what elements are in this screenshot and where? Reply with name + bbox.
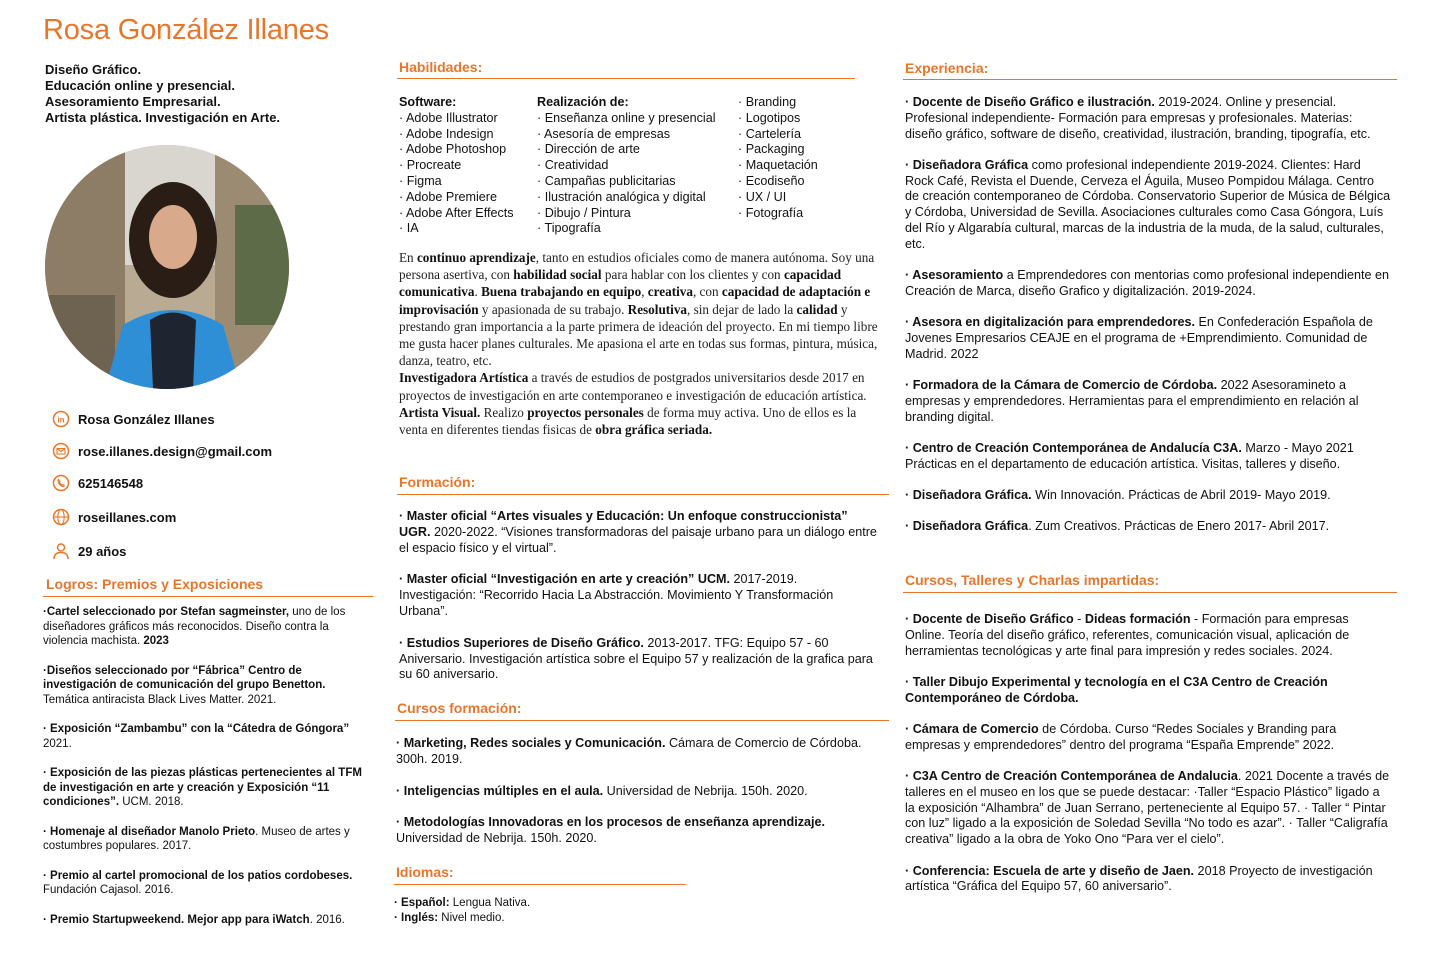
experiencia-item: · Diseñadora Gráfica como profesional independiente 2019-2024. Clientes: Hard Rock Café, Revista el Duende, Cerveza el Águila, Museo Pompidou Málaga. Centro de creación contemporaneo de Córdoba. Conservatorio Superior de Música de Bélgica y Córdoba, Universidad de Sevilla. Asociaciones culturales como Casa Góngora, Luís del Río y Algarabía cultural, marcas de la industria de la muda, de la salud, culturales, etc. xyxy=(905,157,1391,251)
experiencia-item: · Docente de Diseño Gráfico e ilustración. 2019-2024. Online y presencial. Profesional independiente- Formación para empresas y profesionales. Materias: diseño gráfico, software de diseño, creatividad, ilustración, branding, tipografía, etc. xyxy=(905,95,1371,141)
body-text: de forma muy activa. Uno de ellos es la venta en diferentes tiendas fisicas de xyxy=(399,404,857,438)
body-text: Realizo xyxy=(480,404,528,420)
skill-item: · Adobe Premiere xyxy=(399,189,498,204)
experiencia-item: · Diseñadora Gráfica. Win Innovación. Prácticas de Abril 2019- Mayo 2019. xyxy=(905,488,1331,503)
experiencia-item: · Asesoramiento a Emprendedores con mentorias como profesional independiente en Creación de Marca, diseño Grafico y digitalización. 2019-2024. xyxy=(905,268,1389,298)
formacion-item: · Master oficial “Artes visuales y Educación: Un enfoque construccionista” UGR. 2020-2022. “Visiones transformadoras del paisaje urbano para un diálogo entre el espacio físico y el virtual”. xyxy=(399,509,877,555)
skill-item: · Adobe Illustrator xyxy=(399,110,498,125)
skill-item: · UX / UI xyxy=(738,189,787,204)
contact-text: Rosa González Illanes xyxy=(78,411,215,427)
skill-item: · Adobe Photoshop xyxy=(399,142,507,157)
experiencia-item: · Formadora de la Cámara de Comercio de Córdoba. 2022 Asesoramineto a empresas y emprendedores. Herramientas para el emprendimiento en relación al branding digital. xyxy=(905,378,1359,424)
cursos-formacion-list xyxy=(396,736,874,847)
person-icon xyxy=(52,542,70,560)
mail-icon xyxy=(52,442,70,460)
logro-item: · Premio al cartel promocional de los patios cordobeses. Fundación Cajasol. 2016. xyxy=(43,869,353,896)
skills-heading: Software: xyxy=(399,95,457,109)
globe-icon xyxy=(52,508,70,526)
logro-item: · Exposición “Zambambu” con la “Cátedra de Góngora” 2021. xyxy=(43,723,350,750)
emphasis-text: habilidad social xyxy=(513,267,602,283)
contact-website[interactable] xyxy=(52,508,176,526)
emphasis-text: Investigadora Artística xyxy=(399,370,529,386)
body-text: , sin dejar de lado la xyxy=(687,301,797,317)
logro-item: · Homenaje al diseñador Manolo Prieto. Museo de artes y costumbres populares. 2017. xyxy=(43,825,350,852)
curso-item: · Inteligencias múltiples en el aula. Universidad de Nebrija. 150h. 2020. xyxy=(396,783,808,798)
skill-item: · Dibujo / Pintura xyxy=(537,205,631,220)
skill-item: · Figma xyxy=(399,173,442,188)
skill-item: · Fotografía xyxy=(738,205,804,220)
tagline: Asesoramiento Empresarial. xyxy=(45,94,221,109)
logros-list xyxy=(43,605,373,927)
experiencia-list xyxy=(905,95,1391,535)
experiencia-item: · Centro de Creación Contemporánea de Andalucía C3A. Marzo - Mayo 2021 Prácticas en el departamento de educación artística. Visitas, talleres y diseño. xyxy=(905,441,1354,471)
section-divider xyxy=(903,592,1397,593)
body-text: para hablar con los clientes y con xyxy=(601,267,784,283)
skill-item: · Logotipos xyxy=(738,110,801,125)
profile-summary xyxy=(399,249,881,438)
section-divider xyxy=(394,884,686,885)
section-divider xyxy=(397,78,855,79)
idioma-item: · Español: Lengua Nativa. xyxy=(394,897,531,909)
body-text: y prestando gran importancia a la parte primera de ideación del proyecto. En mi tiempo libre me gusta hacer planes culturales. Me apasiona el arte en todas sus formas, pintura, música, danza, teatro, etc. xyxy=(399,301,878,369)
logro-item: · Exposición de las piezas plásticas pertenecientes al TFM de investigación en arte y creación y Exposición “11 condiciones”. UCM. 2018. xyxy=(43,767,362,808)
skill-item: · Branding xyxy=(738,95,797,109)
skills-heading: Realización de: xyxy=(537,95,629,109)
curso-item: · Marketing, Redes sociales y Comunicación. Cámara de Comercio de Córdoba. 300h. 2019. xyxy=(396,736,862,766)
skill-item: · Maquetación xyxy=(738,158,818,173)
contact-text: 625146548 xyxy=(78,475,144,491)
impartido-item: · Docente de Diseño Gráfico - Dideas formación - Formación para empresas Online. Teoría del diseño gráfico, referentes, comunicación visual, aplicación de herramientas tecnológicas y arte final para impresión y redes sociales. 2024. xyxy=(905,612,1350,658)
skill-item: · Campañas publicitarias xyxy=(537,173,676,188)
skill-item: · Procreate xyxy=(399,158,462,173)
skills-software xyxy=(399,95,514,237)
linkedin-icon xyxy=(52,410,70,428)
formacion-item: · Master oficial “Investigación en arte y creación” UCM. 2017-2019. Investigación: “Recorrido Hacia La Abstracción. Movimiento Y Transformación Urbana”. xyxy=(399,572,834,618)
impartido-item: · Conferencia: Escuela de arte y diseño de Jaen. 2018 Proyecto de investigación artística “Gráfica del Equipo 57, 60 aniversario”. xyxy=(905,863,1373,894)
skill-item: · Cartelería xyxy=(738,126,801,141)
curso-item: · Metodologías Innovadoras en los procesos de enseñanza aprendizaje. Universidad de Nebrija. 150h. 2020. xyxy=(396,815,825,846)
profile-paragraph xyxy=(399,249,881,369)
skills-otros xyxy=(738,95,818,221)
skills-realizacion xyxy=(537,95,716,237)
tagline: Educación online y presencial. xyxy=(45,78,236,93)
section-divider xyxy=(903,79,1397,80)
experiencia-title: Experiencia: xyxy=(905,60,989,76)
tagline: Artista plástica. Investigación en Arte. xyxy=(45,110,281,125)
skill-item: · IA xyxy=(399,221,419,236)
impartido-item: · C3A Centro de Creación Contemporánea de Andalucia. 2021 Docente a través de talleres en el museo en los que se puede destacar: ·Taller “Espacio Plástico” ligado a la exposición “Alhambra” de Juan Serrano, perteneciente al Equipo 57. · Taller “ Pintar con luz” ligado a la exposición de Soledad Sevilla “No todo es azar”. · Taller “Caligrafía creativa” ligado a la obra de Yoko Ono “Para ver el cielo”. xyxy=(905,769,1390,847)
idiomas-title: Idiomas: xyxy=(396,864,454,880)
body-text: , xyxy=(641,284,648,300)
contact-email[interactable] xyxy=(52,442,272,460)
cursos-formacion-title: Cursos formación: xyxy=(397,700,522,716)
contact-age xyxy=(52,542,126,560)
contact-text: roseillanes.com xyxy=(78,509,177,525)
experiencia-item: · Asesora en digitalización para emprendedores. En Confederación Española de Jovenes Empresarios CEAJE en el programa de +Emprendimiento. Comunidad de Madrid. 2022 xyxy=(905,315,1373,361)
phone-icon xyxy=(52,474,70,492)
skill-item: · Dirección de arte xyxy=(537,142,640,157)
formacion-item: · Estudios Superiores de Diseño Gráfico. 2013-2017. TFG: Equipo 57 - 60 Aniversario. Investigación artística sobre el Equipo 57 y realización de la grafica para su 60 aniversario. xyxy=(399,635,873,682)
skill-item: · Tipografía xyxy=(537,221,601,236)
experiencia-item: · Diseñadora Gráfica. Zum Creativos. Prácticas de Enero 2017- Abril 2017. xyxy=(905,519,1330,534)
contact-text: rose.illanes.design@gmail.com xyxy=(78,443,273,459)
skill-item: · Adobe After Effects xyxy=(399,205,514,220)
formacion-title: Formación: xyxy=(399,474,476,490)
cursos-impartidos-title: Cursos, Talleres y Charlas impartidas: xyxy=(905,572,1160,588)
emphasis-text: capacidad comunicativa xyxy=(399,267,842,300)
skill-item: · Enseñanza online y presencial xyxy=(537,110,716,125)
emphasis-text: calidad xyxy=(796,301,838,317)
resume-name: Rosa González Illanes xyxy=(43,14,329,46)
emphasis-text: Resolutiva xyxy=(627,301,688,317)
body-text: En xyxy=(399,250,417,265)
contact-phone[interactable] xyxy=(52,474,143,492)
emphasis-text: capacidad de adaptación e improvisación xyxy=(399,284,871,317)
emphasis-text: proyectos personales xyxy=(527,404,644,420)
skill-item: · Packaging xyxy=(738,142,805,157)
body-text: a través de estudios de postgrados universitarios desde 2017 en proyectos de investigación en arte contemporaneo e investigación de educación artística. xyxy=(399,370,867,403)
skill-item: · Creatividad xyxy=(537,158,609,173)
skill-item: · Ilustración analógica y digital xyxy=(537,189,706,204)
contact-text: 29 años xyxy=(78,543,127,559)
body-text: y apasionada de su trabajo. xyxy=(478,301,628,317)
logro-item: ·Diseños seleccionado por “Fábrica” Centro de investigación de comunicación del grupo Benetton. Temática antiracista Black Lives Matter. 2021. xyxy=(43,664,326,706)
contact-linkedin[interactable] xyxy=(52,410,215,428)
body-text: , tanto en estudios oficiales como de manera autónoma. Soy una persona asertiva, con xyxy=(399,250,875,283)
cursos-impartidos-list xyxy=(905,612,1391,895)
impartido-item: · Taller Dibujo Experimental y tecnología en el C3A Centro de Creación Contemporáneo de Córdoba. xyxy=(905,674,1328,705)
section-divider xyxy=(395,720,889,721)
body-text: , con xyxy=(692,284,722,300)
skill-item: · Ecodiseño xyxy=(738,173,805,188)
emphasis-text: continuo aprendizaje xyxy=(416,250,536,265)
skill-item: · Asesoría de empresas xyxy=(537,126,670,141)
logro-item: ·Cartel seleccionado por Stefan sagmeinster, uno de los diseñadores gráficos más reconocidos. Diseño contra la violencia machista. 2023 xyxy=(43,606,346,647)
emphasis-text: Artista Visual. xyxy=(399,404,481,420)
idiomas-list xyxy=(394,896,530,925)
svg-text:in: in xyxy=(57,415,65,425)
emphasis-text: Buena trabajando en equipo xyxy=(481,284,642,300)
profile-photo xyxy=(45,145,289,389)
formacion-list xyxy=(399,509,877,683)
skill-item: · Adobe Indesign xyxy=(399,126,494,141)
tagline: Diseño Gráfico. xyxy=(45,62,142,77)
logros-title: Logros: Premios y Exposiciones xyxy=(46,576,264,592)
logro-item: · Premio Startupweekend. Mejor app para iWatch. 2016. xyxy=(43,913,345,926)
emphasis-text: obra gráfica seriada. xyxy=(595,422,713,438)
habilidades-title: Habilidades: xyxy=(399,59,483,75)
section-divider xyxy=(43,596,373,597)
profile-paragraph xyxy=(399,404,881,438)
body-text: . xyxy=(474,284,482,300)
idioma-item: · Inglés: Nivel medio. xyxy=(394,911,505,924)
taglines xyxy=(45,62,280,126)
emphasis-text: creativa xyxy=(647,284,693,300)
profile-paragraph xyxy=(399,369,881,403)
impartido-item: · Cámara de Comercio de Córdoba. Curso “Redes Sociales y Branding para empresas y emprendedores” dentro del programa “España Emprende” 2022. xyxy=(905,721,1337,752)
section-divider xyxy=(397,494,889,495)
